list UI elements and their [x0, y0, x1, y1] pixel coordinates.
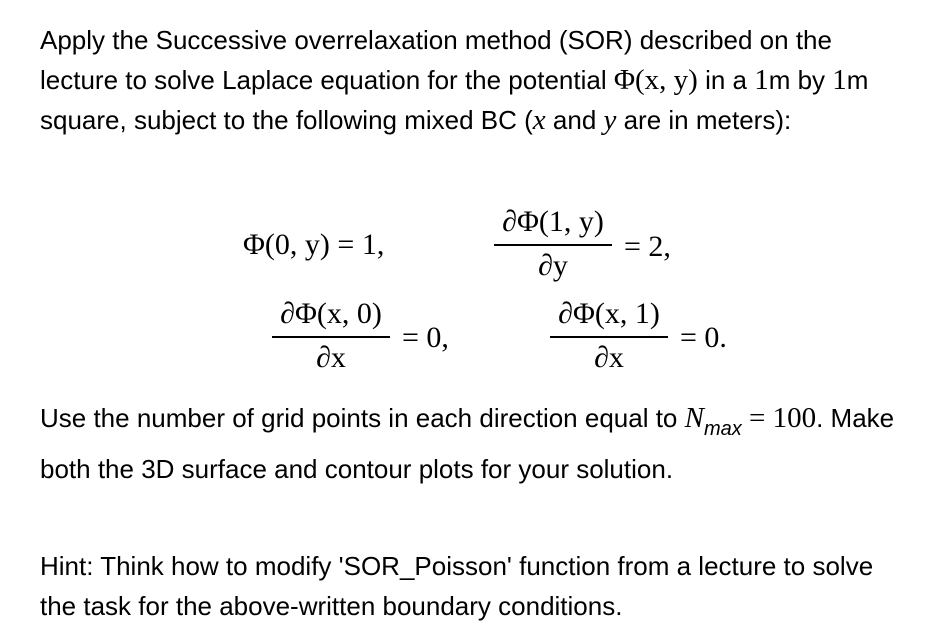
bc-bottom-rhs: = 0,	[402, 321, 449, 354]
grid-instruction: Use the number of grid points in each direction equal to $N_{max} = 100$. Make both the 3D surface and contour plots for your solution.	[40, 402, 895, 484]
potential-symbol: Φ(x, y)	[613, 64, 698, 96]
problem-statement: Apply the Successive overrelaxation method (SOR) described on the lecture to solve Laplace equation for the potential Φ(x, y) in a 1m by 1m square, subject to the following mixed BC (x and y are in meters):	[40, 25, 869, 136]
bc-top-fraction: ∂Φ(x, 1) ∂x	[550, 297, 668, 375]
bc-top-rhs: = 0.	[680, 321, 727, 354]
bc-bottom-fraction: ∂Φ(x, 0) ∂x	[272, 297, 390, 375]
bc-left-equation: Φ(0, y) = 1,	[243, 228, 385, 261]
bc-right-fraction: ∂Φ(1, y) ∂y	[494, 205, 612, 283]
hint-text: Hint: Think how to modify 'SOR_Poisson' function from a lecture to solve the task for the above-written boundary conditions.	[40, 551, 874, 621]
bc-right-rhs: = 2,	[624, 230, 671, 263]
